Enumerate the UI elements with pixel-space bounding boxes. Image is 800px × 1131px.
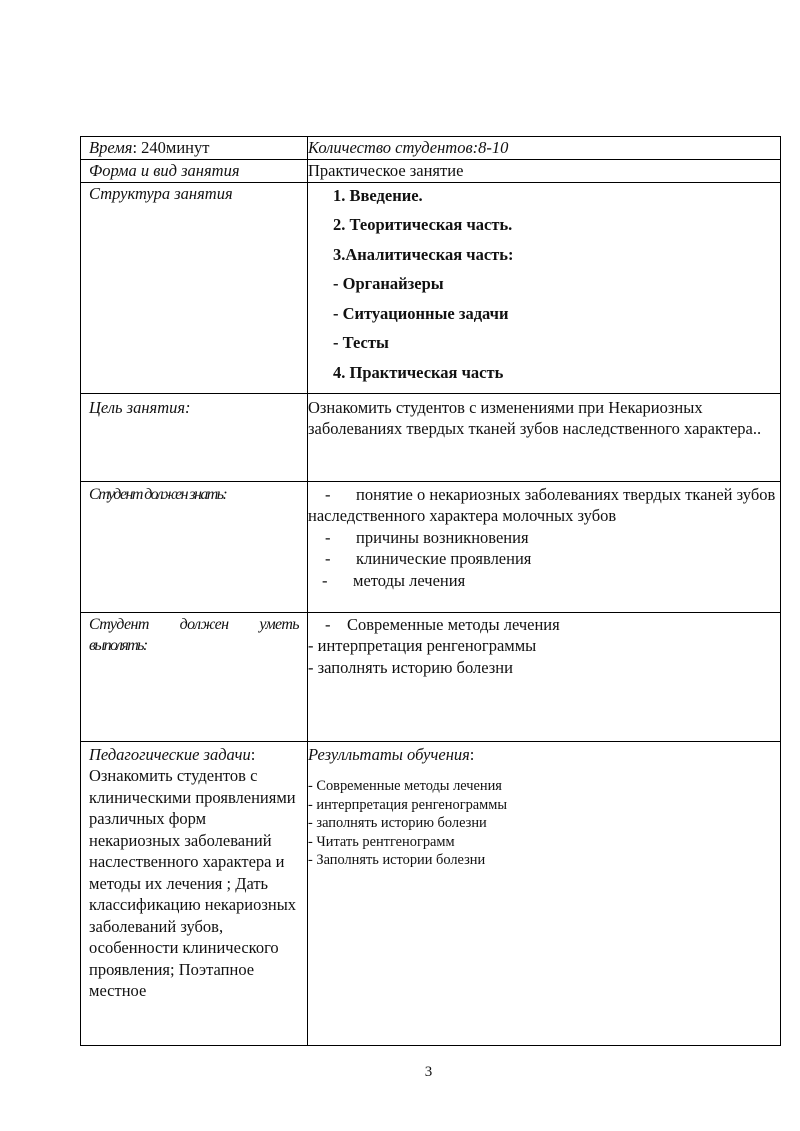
- know-item: - понятие о некариозных заболеваниях твердых тканей зубов наследственного характера молочных зубов: [308, 484, 776, 526]
- goal-label-cell: [81, 393, 308, 481]
- row-structure: [81, 182, 781, 393]
- structure-items-cell: [308, 182, 781, 393]
- row-goal: [81, 393, 781, 481]
- results-item: - Современные методы лечения: [308, 778, 502, 795]
- able-item: - Современные методы лечения: [325, 614, 560, 634]
- form-value: Практическое занятие: [308, 161, 464, 180]
- results-label: Резулльтаты обучения: [308, 744, 470, 764]
- pedagogical-cell: [81, 741, 308, 1045]
- students-cell: [308, 137, 781, 160]
- goal-label: Цель занятия:: [89, 397, 191, 417]
- structure-item: - Ситуационные задачи: [333, 303, 509, 323]
- results-item: - заполнять историю болезни: [308, 815, 487, 832]
- structure-item: 1. Введение.: [333, 185, 423, 205]
- structure-item: 3.Аналитическая часть:: [333, 244, 514, 264]
- pedagogical-content: Педагогические задачи: Ознакомить студентов с клиническими проявлениями различных форм некариозных заболеваний наслественного характера и методы их лечения ; Дать классификацию некариозных заболеваний зубов, особенности клинического проявления; Поэтапное местное: [81, 742, 307, 1002]
- row-pedagogical: [81, 741, 781, 1045]
- form-value-cell: [308, 160, 781, 183]
- form-label: Форма и вид занятия: [89, 161, 240, 180]
- structure-item: 4. Практическая часть: [333, 363, 504, 383]
- goal-text: Ознакомить студентов с изменениями при Некариозных заболеваниях твердых тканей зубов наследственного характера..: [308, 397, 762, 439]
- pedagogical-text: Ознакомить студентов с клиническими проявлениями различных форм некариозных заболеваний наслественного характера и методы их лечения ; Дать классификацию некариозных заболеваний зубов, особенности клинического проявления; Поэтапное местное: [89, 766, 297, 1001]
- structure-item: - Органайзеры: [333, 274, 444, 294]
- row-time: [81, 137, 781, 160]
- structure-item: 2. Теоритическая часть.: [333, 215, 513, 235]
- able-item: - интерпретация ренгенограммы: [308, 636, 537, 656]
- know-list: [308, 482, 780, 592]
- page-number: 3: [424, 1064, 433, 1080]
- able-items-cell: [308, 612, 781, 741]
- results-item: - интерпретация ренгенограммы: [308, 796, 508, 813]
- pedagogical-label: Педагогические задачи: [89, 744, 251, 764]
- able-item: - заполнять историю болезни: [308, 657, 513, 677]
- lesson-plan-table: [80, 136, 781, 1046]
- structure-item: - Тесты: [333, 333, 389, 353]
- able-label-cell: [81, 612, 308, 741]
- row-form: [81, 160, 781, 183]
- goal-text-cell: [308, 393, 781, 481]
- results-item: - Читать рентгенограмм: [308, 833, 455, 850]
- row-able: [81, 612, 781, 741]
- know-label: Студент должен знать:: [89, 485, 227, 503]
- know-item: - методы лечения: [322, 570, 466, 590]
- time-label: Время: [89, 138, 133, 157]
- know-items-cell: [308, 481, 781, 612]
- know-item: - причины возникновения: [325, 527, 529, 547]
- form-label-cell: [81, 160, 308, 183]
- results-item: - Заполнять истории болезни: [308, 852, 486, 869]
- know-item: - клинические проявления: [325, 549, 532, 569]
- results-content: Резулльтаты обучения: - Современные методы лечения - интерпретация ренгенограммы - заполнять историю болезни - Читать рентгенограмм - Заполнять истории болезни: [308, 742, 780, 870]
- able-list: [308, 613, 780, 679]
- students-label: Количество студентов:8-10: [308, 138, 509, 157]
- row-know: [81, 481, 781, 612]
- structure-list: [308, 183, 780, 393]
- results-cell: [308, 741, 781, 1045]
- time-cell: [81, 137, 308, 160]
- know-label-cell: [81, 481, 308, 612]
- able-label: Студент должен уметь выполять:: [89, 615, 299, 655]
- structure-label-cell: [81, 182, 308, 393]
- time-value: : 240минут: [132, 138, 210, 157]
- structure-label: Структура занятия: [89, 183, 233, 203]
